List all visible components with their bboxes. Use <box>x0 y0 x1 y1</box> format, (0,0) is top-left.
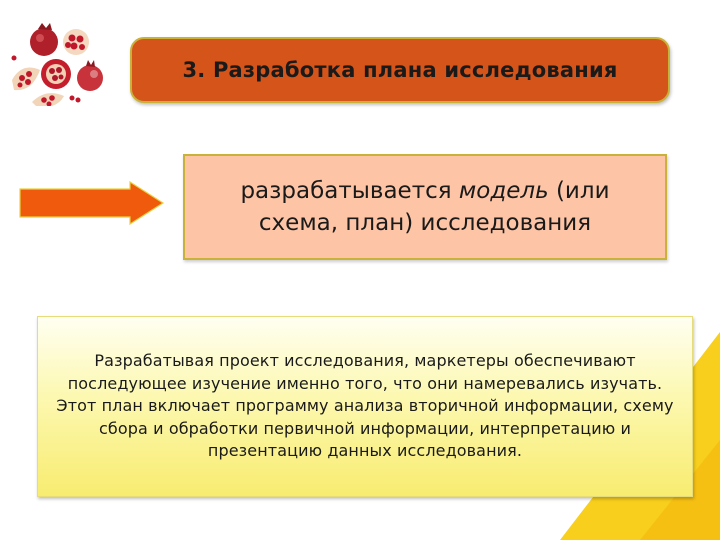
slide-title: 3. Разработка плана исследования <box>182 58 618 82</box>
model-text-emphasis: модель <box>458 178 549 204</box>
description-box <box>37 316 693 497</box>
model-box <box>183 154 667 260</box>
description-text: Разрабатывая проект исследования, маркетеры обеспечивают последующее изучение именно того, что они намеревались изучать. Этот план включает программу анализа вторичной информации, схему сбора и обработки первичной информации, интерпретацию и презентацию данных исследования. <box>56 351 674 461</box>
right-arrow-icon <box>18 181 165 225</box>
slide-title-box <box>130 37 670 103</box>
pomegranate-logo-image <box>2 18 114 106</box>
model-text <box>205 175 645 239</box>
model-text-after: (или схема, план) исследования <box>258 178 610 236</box>
model-text-before: разрабатывается <box>240 178 459 204</box>
